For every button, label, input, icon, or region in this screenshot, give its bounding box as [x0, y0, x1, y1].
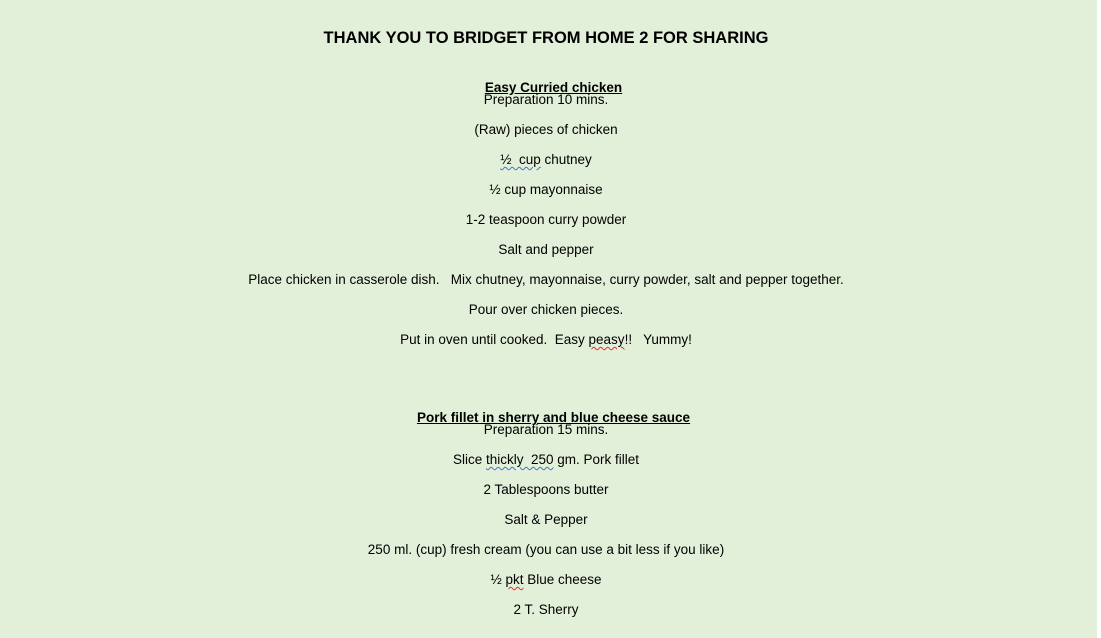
- ingredient-line: 1-2 teaspoon curry powder: [465, 212, 627, 227]
- ingredient-line: [0, 151, 1092, 169]
- ingredient-text: ½: [490, 572, 506, 587]
- instruction-text: !! Yummy!: [624, 332, 692, 347]
- ingredient-text: Slice: [452, 452, 486, 467]
- spelling-flagged-text: pkt: [505, 572, 524, 587]
- spelling-flagged-text: peasy: [588, 332, 625, 347]
- recipe-heading-text: Easy Curried chicken: [484, 80, 623, 95]
- recipe-preparation-time: Preparation 10 mins.: [483, 92, 609, 107]
- instruction-line: Place chicken in casserole dish. Mix chutney, mayonnaise, curry powder, salt and pepper together.: [248, 272, 844, 287]
- ingredient-line: Salt and pepper: [498, 242, 594, 257]
- ingredient-text: chutney: [540, 152, 592, 167]
- page-edge: [1097, 0, 1101, 638]
- ingredient-line: [0, 451, 1092, 469]
- page-title: THANK YOU TO BRIDGET FROM HOME 2 FOR SHARING: [323, 29, 769, 47]
- grammar-flagged-text: ½ cup: [500, 152, 541, 167]
- ingredient-line: 2 Tablespoons butter: [483, 482, 609, 497]
- ingredient-text: Blue cheese: [523, 572, 602, 587]
- recipe-preparation-time: Preparation 15 mins.: [483, 422, 609, 437]
- ingredient-line: (Raw) pieces of chicken: [474, 122, 618, 137]
- ingredient-line: 2 T. Sherry: [513, 602, 579, 617]
- instruction-line: Pour over chicken pieces.: [468, 302, 624, 317]
- ingredient-line: ½ cup mayonnaise: [489, 182, 603, 197]
- ingredient-line: 250 ml. (cup) fresh cream (you can use a bit less if you like): [367, 542, 725, 557]
- ingredient-text: gm. Pork fillet: [553, 452, 640, 467]
- grammar-flagged-text: thickly 250: [485, 452, 554, 467]
- ingredient-line: Salt & Pepper: [504, 512, 588, 527]
- ingredient-line: [0, 571, 1092, 589]
- recipe-heading-text: Pork fillet in sherry and blue cheese sauce: [416, 410, 691, 425]
- instruction-line: [0, 331, 1092, 349]
- instruction-text: Put in oven until cooked. Easy: [400, 332, 589, 347]
